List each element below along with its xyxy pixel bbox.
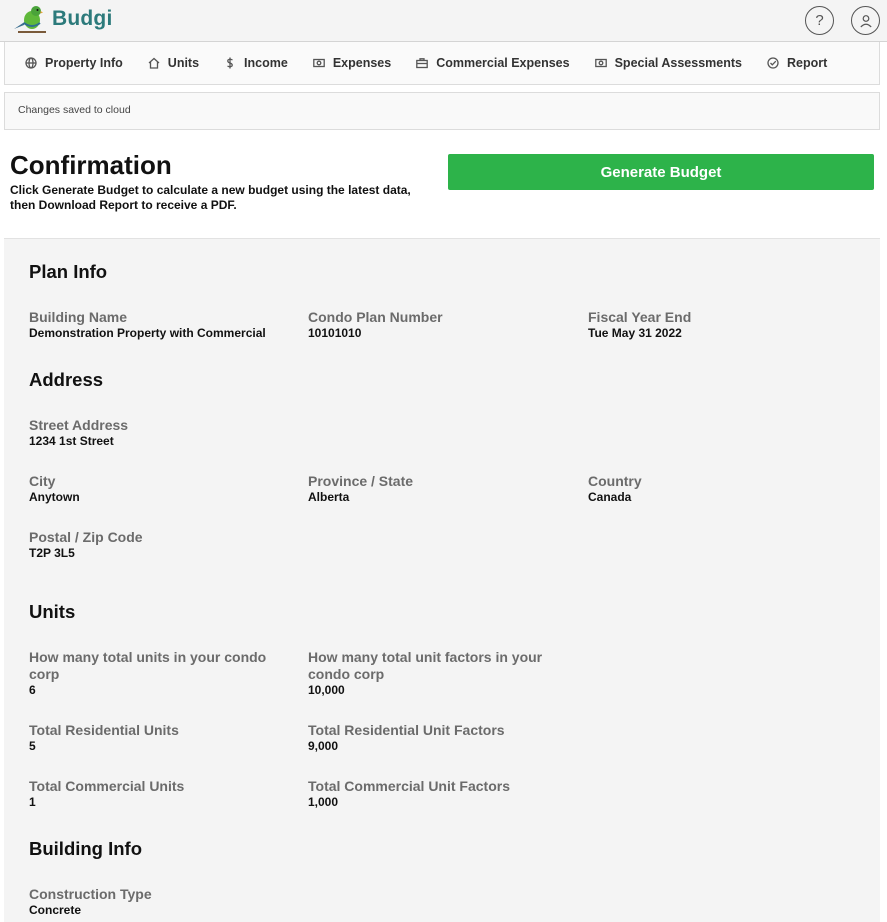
field-province — [308, 473, 578, 505]
user-icon — [859, 14, 873, 28]
field-commercial-units — [29, 778, 299, 810]
field-value: 9,000 — [308, 739, 339, 753]
page-title: Confirmation — [10, 150, 172, 180]
check-circle-icon — [767, 57, 779, 69]
field-label: Province / State — [308, 473, 414, 489]
field-value: 10101010 — [308, 326, 362, 340]
field-value: Anytown — [29, 490, 80, 504]
save-status: Changes saved to cloud — [4, 92, 880, 130]
nav-item-units[interactable] — [148, 56, 199, 70]
field-country — [588, 473, 858, 505]
nav-label: Units — [167, 56, 200, 70]
nav-label: Income — [244, 56, 288, 70]
briefcase-icon — [416, 57, 428, 69]
globe-icon — [25, 57, 37, 69]
field-label: Building Name — [29, 309, 128, 325]
field-label: Total Residential Units — [29, 722, 179, 738]
field-postal-code — [29, 529, 299, 561]
nav-label: Report — [786, 56, 828, 70]
field-construction-type — [29, 886, 299, 918]
nav-item-income[interactable] — [224, 56, 288, 70]
nav-label: Special Assessments — [614, 56, 742, 70]
field-value: Demonstration Property with Commercial — [29, 326, 266, 340]
field-label: Street Address — [29, 417, 129, 433]
field-label: City — [29, 473, 56, 489]
field-value: 1234 1st Street — [29, 434, 114, 448]
field-commercial-unit-factors — [308, 778, 578, 810]
summary-panel — [4, 238, 880, 922]
nav-label: Expenses — [332, 56, 392, 70]
app-name: Budgi — [52, 7, 113, 30]
field-total-units — [29, 649, 299, 698]
field-residential-unit-factors — [308, 722, 578, 754]
dollar-icon — [224, 57, 236, 69]
field-street-address — [29, 417, 299, 449]
question-icon: ? — [815, 12, 824, 29]
field-value: Tue May 31 2022 — [588, 326, 682, 340]
field-value: Concrete — [29, 903, 82, 917]
field-label: Construction Type — [29, 886, 152, 902]
main-nav — [4, 42, 880, 85]
field-label: Postal / Zip Code — [29, 529, 143, 545]
nav-label: Commercial Expenses — [436, 56, 570, 70]
field-building-name — [29, 309, 299, 341]
field-value: T2P 3L5 — [29, 546, 75, 560]
field-label: Total Commercial Unit Factors — [308, 778, 511, 794]
field-value: 10,000 — [308, 683, 345, 697]
user-menu-button[interactable] — [851, 6, 880, 35]
field-value: 1,000 — [308, 795, 339, 809]
nav-item-property-info[interactable] — [25, 56, 123, 70]
nav-item-expenses[interactable] — [313, 56, 391, 70]
field-value: 5 — [29, 739, 36, 753]
field-label: Country — [588, 473, 642, 489]
home-icon — [148, 57, 160, 69]
section-title-plan-info: Plan Info — [29, 261, 108, 282]
cash-icon — [595, 57, 607, 69]
section-title-building-info: Building Info — [29, 838, 143, 859]
field-label: Total Commercial Units — [29, 778, 185, 794]
field-total-unit-factors — [308, 649, 548, 698]
nav-item-special-assessments[interactable] — [595, 56, 742, 70]
top-bar — [0, 0, 887, 42]
page-description: Click Generate Budget to calculate a new budget using the latest data, then Download Report to receive a PDF. — [10, 183, 411, 212]
field-residential-units — [29, 722, 299, 754]
field-label: Fiscal Year End — [588, 309, 692, 325]
section-title-units: Units — [29, 601, 76, 622]
field-value: 1 — [29, 795, 36, 809]
nav-item-report[interactable] — [767, 56, 827, 70]
generate-budget-button[interactable]: Generate Budget — [448, 154, 874, 190]
field-label: Condo Plan Number — [308, 309, 443, 325]
budgie-logo-icon — [12, 3, 50, 35]
field-label: How many total units in your condo corp — [29, 649, 267, 682]
section-title-address: Address — [29, 369, 104, 390]
field-label: How many total unit factors in your condo corp — [308, 649, 543, 682]
nav-item-commercial-expenses[interactable] — [416, 56, 569, 70]
field-value: Alberta — [308, 490, 350, 504]
field-condo-plan-number — [308, 309, 578, 341]
cash-icon — [313, 57, 325, 69]
app-logo[interactable] — [12, 3, 112, 35]
field-value: Canada — [588, 490, 632, 504]
help-button[interactable] — [805, 6, 834, 35]
field-label: Total Residential Unit Factors — [308, 722, 505, 738]
field-value: 6 — [29, 683, 36, 697]
field-fiscal-year-end — [588, 309, 858, 341]
nav-label: Property Info — [45, 56, 123, 70]
field-city — [29, 473, 299, 505]
